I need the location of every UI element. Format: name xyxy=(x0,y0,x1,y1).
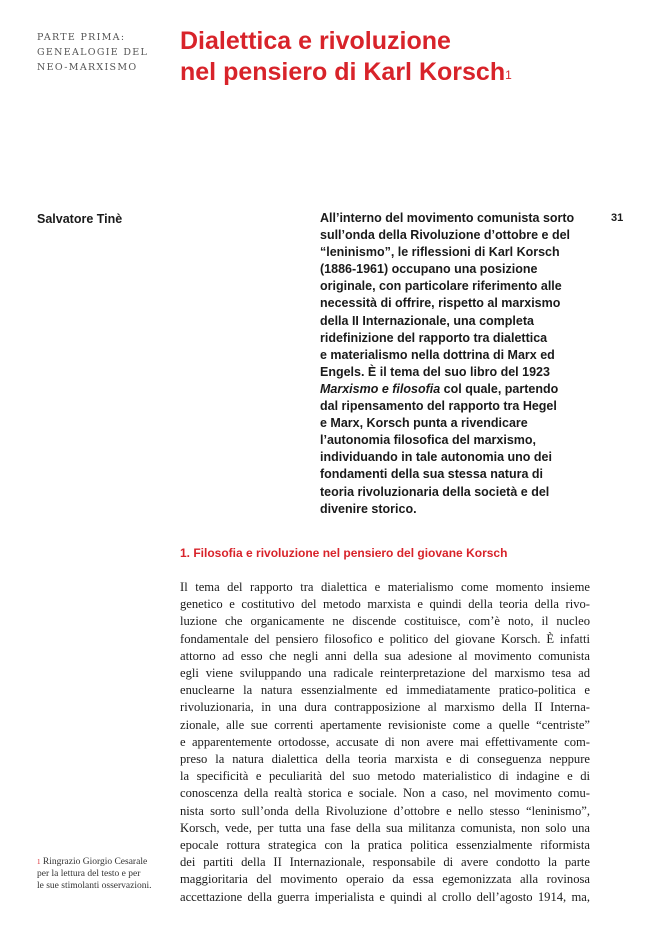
abstract-line: fondamenti della sua stessa natura di xyxy=(320,467,543,482)
footnote-line-1 xyxy=(37,856,172,868)
book-title: Marxismo e filosofia xyxy=(320,381,441,396)
footnote-marker: 1 xyxy=(37,858,41,866)
abstract-line: “leninismo”, le riflessioni di Karl Korsch xyxy=(320,245,560,260)
abstract-line: ridefinizione del rapporto tra dialettica xyxy=(320,330,548,345)
body-line: Il tema del rapporto tra dialettica e materialismo come momento insieme xyxy=(180,580,590,594)
body-line: rivoluzionaria, in una dura contrapposizione al marxismo della II Interna- xyxy=(180,700,590,715)
abstract-line: (1886-1961) occupano una posizione xyxy=(320,262,538,277)
body-line: conoscenza della realtà storica e sociale. Non a caso, nel movimento comu- xyxy=(180,786,590,801)
abstract xyxy=(320,210,590,518)
abstract-line-with-italic xyxy=(320,381,590,398)
title-line: nel pensiero di Karl Korsch xyxy=(180,58,506,86)
body-line: egli viene sviluppando una radicale reinterpretazione del marxismo tesa ad xyxy=(180,666,590,681)
section-heading: 1. Filosofia e rivoluzione nel pensiero del giovane Korsch xyxy=(180,546,508,560)
kicker-line: NEO-MARXISMO xyxy=(37,62,138,73)
body-line: Korsch, vede, per tutta una fase della sua militanza comunista, non solo una xyxy=(180,820,590,835)
body-line: epocale rottura strategica con la pratica politica essenzialmente riformista xyxy=(180,838,590,853)
footnote-reference[interactable]: 1 xyxy=(505,68,512,82)
abstract-line: sull’onda della Rivoluzione d’ottobre e del xyxy=(320,228,571,243)
body-line: enuclearne la natura essenzialmente ed immediatamente pratico-politica e xyxy=(180,683,590,698)
body-line: nista sorto sull’onda della Rivoluzione d’ottobre e nello stesso “leninismo”, xyxy=(180,803,590,818)
body-line: preso la natura dialettica della teoria marxista e di conseguenza neppure xyxy=(180,752,590,767)
abstract-line-rest: col quale, partendo xyxy=(440,381,559,396)
abstract-line: l’autonomia filosofica del marxismo, xyxy=(320,433,537,448)
abstract-line: dal ripensamento del rapporto tra Hegel xyxy=(320,399,557,414)
body-line: attorno ad esso che negli anni della sua adesione al movimento comunista xyxy=(180,648,590,663)
body-line: maggioritaria del movimento operaio da essa egemonizzata alla rovinosa xyxy=(180,872,590,887)
abstract-line: individuando in tale autonomia uno dei xyxy=(320,450,552,465)
body-line: dei partiti della II Internazionale, responsabile di avere condotto la parte xyxy=(180,855,590,870)
abstract-line: necessità di offrire, rispetto al marxismo xyxy=(320,296,561,311)
author-name: Salvatore Tinè xyxy=(37,212,123,226)
abstract-line: Engels. È il tema del suo libro del 1923 xyxy=(320,364,550,379)
article-title xyxy=(180,26,620,88)
footnote-text: Ringrazio Giorgio Cesarale xyxy=(42,857,148,867)
body-paragraph xyxy=(180,579,590,906)
footnote-line: le sue stimolanti osservazioni. xyxy=(37,881,152,891)
page-number: 31 xyxy=(611,212,624,224)
abstract-line: della II Internazionale, una completa xyxy=(320,313,534,328)
abstract-line: e Marx, Korsch punta a rivendicare xyxy=(320,416,528,431)
abstract-line: All’interno del movimento comunista sorto xyxy=(320,211,575,225)
footnote-line: per la lettura del testo e per xyxy=(37,869,141,879)
kicker-line: PARTE PRIMA: xyxy=(37,32,126,43)
footnote xyxy=(37,856,172,892)
section-kicker xyxy=(37,30,167,75)
body-line: zionale, alle sue correnti apertamente revisioniste come a quelle “centriste” xyxy=(180,717,590,732)
body-line: e apparentemente ortodosse, accusate di non avere mai effettivamente com- xyxy=(180,734,590,749)
body-line: accettazione della guerra imperialista e quindi al crollo dell’agosto 1914, ma, xyxy=(180,889,590,904)
body-line: luzione che organicamente ne discende costituisce, com’è noto, il nucleo xyxy=(180,614,590,629)
body-line: fondamentale del pensiero filosofico e politico del giovane Korsch. È infatti xyxy=(180,631,590,646)
title-line: Dialettica e rivoluzione xyxy=(180,27,451,55)
body-line: genetico e costitutivo del metodo marxista e quindi della teoria della rivo- xyxy=(180,597,590,612)
abstract-line: originale, con particolare riferimento alle xyxy=(320,279,562,294)
body-line: la specificità e peculiarità del suo metodo materialistico di indagine e di xyxy=(180,769,590,784)
kicker-line: GENEALOGIE DEL xyxy=(37,47,149,58)
abstract-line: teoria rivoluzionaria della società e del xyxy=(320,484,550,499)
abstract-line: divenire storico. xyxy=(320,501,417,516)
title-line-2 xyxy=(180,57,620,88)
abstract-line: e materialismo nella dottrina di Marx ed xyxy=(320,347,555,362)
